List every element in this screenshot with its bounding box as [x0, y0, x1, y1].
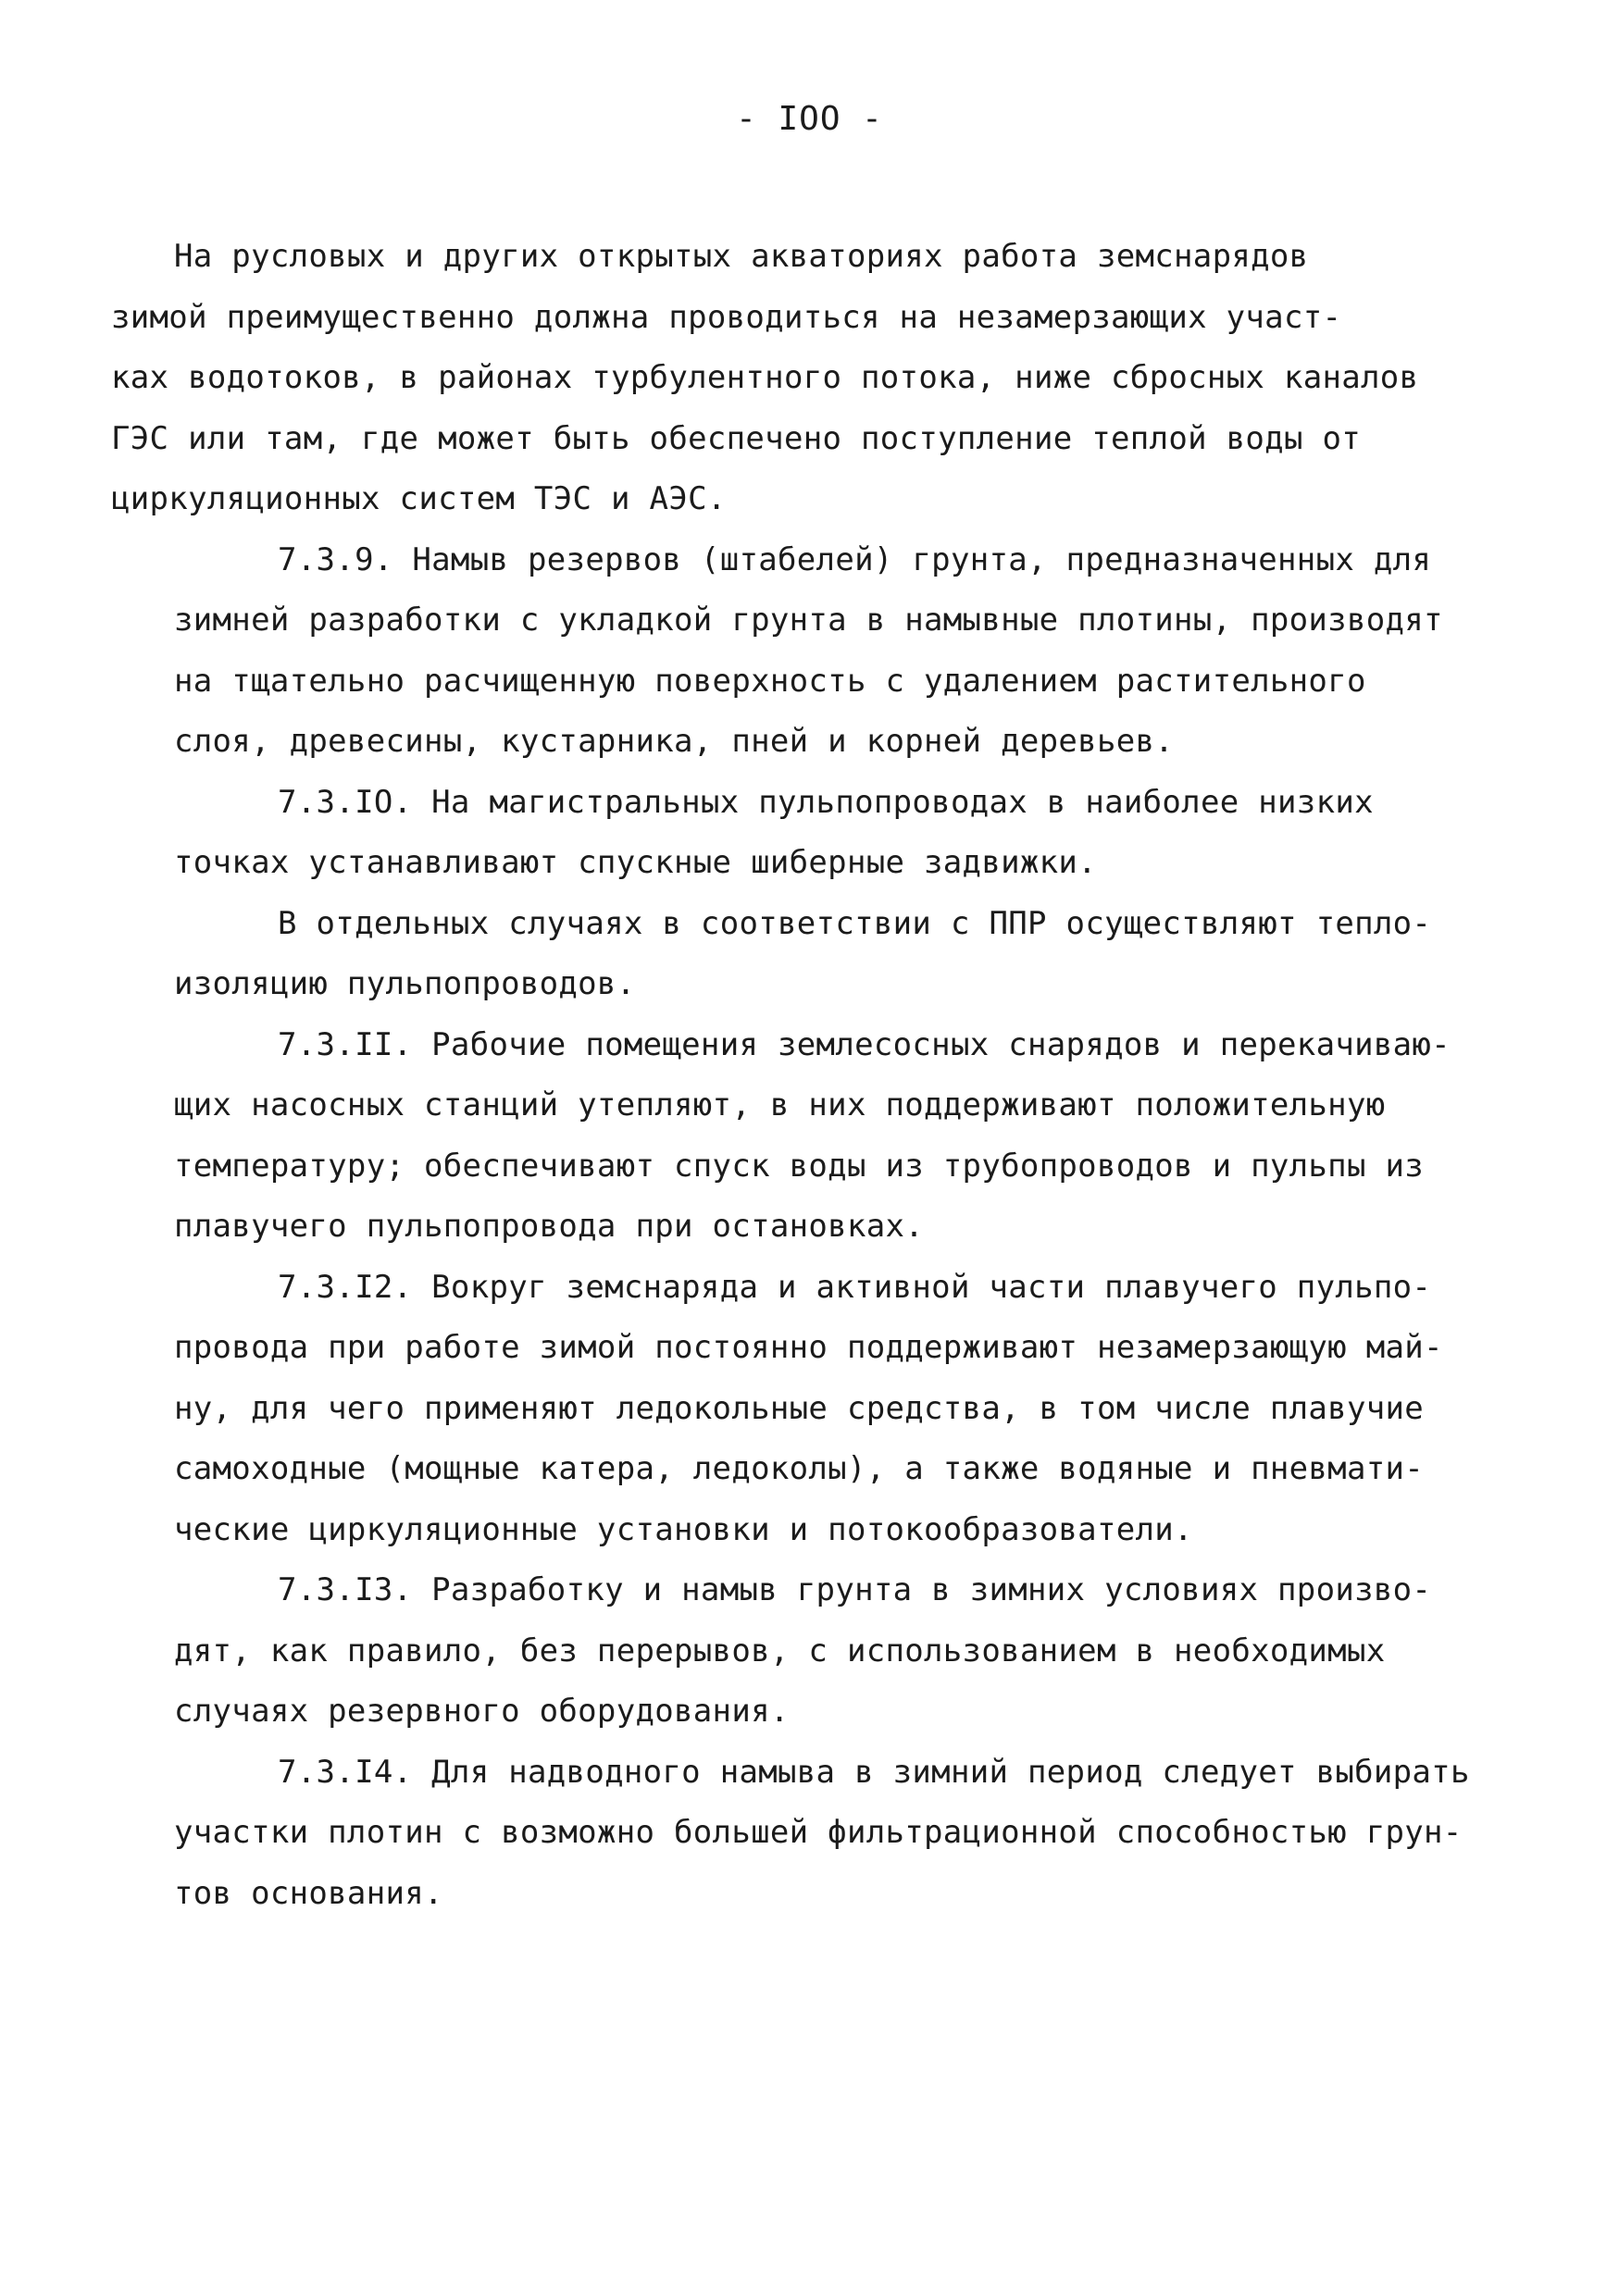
paragraph-7-3-12	[174, 1258, 1470, 1561]
paragraph-line: тов основания.	[174, 1874, 443, 1912]
paragraph-line: плавучего пульпопровода при остановках.	[174, 1208, 925, 1245]
paragraph-line: 7.3.I2. Вокруг земснаряда и активной части плавучего пульпо-	[278, 1268, 1432, 1306]
paragraph-7-3-14	[174, 1743, 1470, 1925]
paragraph-line: зимней разработки с укладкой грунта в намывные плотины, производят	[174, 602, 1443, 639]
paragraph-7-3-13	[174, 1560, 1470, 1743]
paragraph-line: 7.3.9. Намыв резервов (штабелей) грунта, предназначенных для	[278, 540, 1432, 578]
paragraph-thermal-insulation	[174, 894, 1470, 1015]
paragraph-line: ческие циркуляционные установки и потокообразователи.	[174, 1510, 1193, 1548]
paragraph-line: самоходные (мощные катера, ледоколы), а также водяные и пневмати-	[174, 1450, 1425, 1487]
paragraph-line: провода при работе зимой постоянно поддерживают незамерзающую май-	[174, 1329, 1443, 1366]
paragraph-line: дят, как правило, без перерывов, с использованием в необходимых	[174, 1632, 1386, 1669]
paragraph-line: случаях резервного оборудования.	[174, 1693, 790, 1730]
paragraph-line: 7.3.II. Рабочие помещения землесосных снарядов и перекачиваю-	[278, 1025, 1451, 1063]
page-number: - IOO -	[736, 100, 883, 138]
paragraph-intro	[111, 227, 1470, 530]
paragraph-line: на тщательно расчищенную поверхность с удалением растительного	[174, 662, 1366, 700]
paragraph-line: щих насосных станций утепляют, в них поддерживают положительную	[174, 1086, 1386, 1123]
paragraph-line: На русловых и других открытых акваториях работа земснарядов	[174, 238, 1309, 275]
paragraph-line: температуру; обеспечивают спуск воды из трубопроводов и пульпы из	[174, 1147, 1425, 1185]
document-body	[111, 227, 1470, 1924]
paragraph-7-3-9	[174, 530, 1470, 773]
paragraph-line: циркуляционных систем ТЭС и АЭС.	[111, 480, 727, 517]
paragraph-line: слоя, древесины, кустарника, пней и корней деревьев.	[174, 723, 1175, 760]
paragraph-line: 7.3.IO. На магистральных пульпопроводах в наиболее низких	[278, 783, 1374, 821]
paragraph-line: участки плотин с возможно большей фильтрационной способностью грун-	[174, 1814, 1463, 1851]
paragraph-line: ках водотоков, в районах турбулентного потока, ниже сбросных каналов	[111, 359, 1419, 396]
paragraph-line: ГЭС или там, где может быть обеспечено поступление теплой воды от	[111, 419, 1362, 457]
paragraph-7-3-11	[174, 1015, 1470, 1258]
paragraph-line: 7.3.I4. Для надводного намыва в зимний период следует выбирать	[278, 1753, 1470, 1791]
paragraph-line: зимой преимущественно должна проводиться на незамерзающих участ-	[111, 298, 1342, 336]
paragraph-line: точках устанавливают спускные шиберные задвижки.	[174, 844, 1097, 881]
paragraph-line: ну, для чего применяют ледокольные средства, в том числе плавучие	[174, 1389, 1425, 1427]
paragraph-line: 7.3.I3. Разработку и намыв грунта в зимних условиях произво-	[278, 1571, 1432, 1608]
paragraph-7-3-10	[174, 773, 1470, 894]
paragraph-line: В отдельных случаях в соответствии с ППР осуществляют тепло-	[278, 904, 1432, 942]
paragraph-line: изоляцию пульпопроводов.	[174, 965, 636, 1002]
